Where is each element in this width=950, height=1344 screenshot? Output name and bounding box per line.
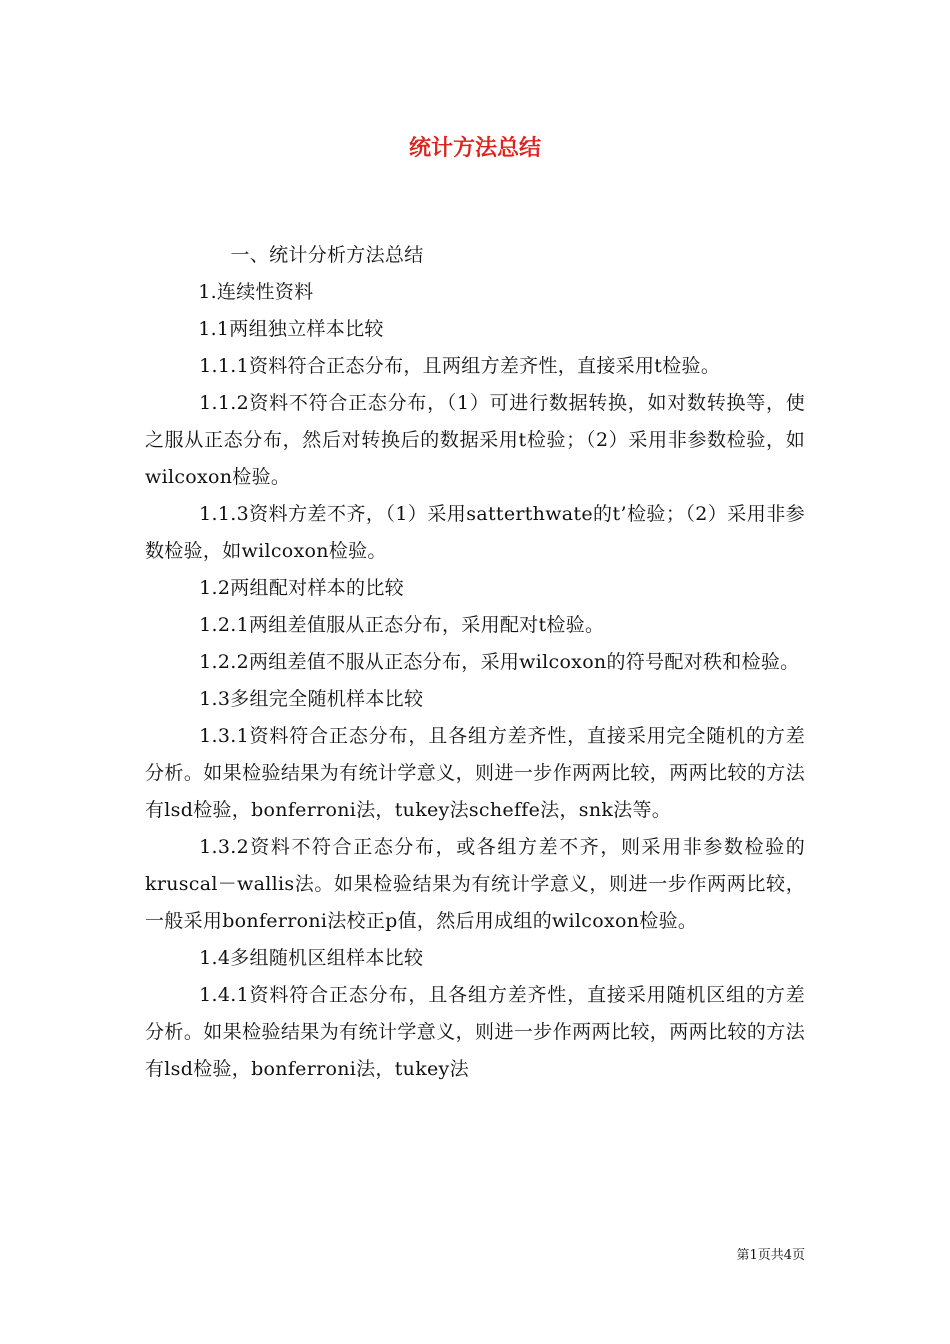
subsection-heading: 1.4多组随机区组样本比较 [199, 947, 424, 969]
subsection-heading: 1.1两组独立样本比较 [198, 318, 384, 340]
paragraph: 1.4.1资料符合正态分布，且各组方差齐性，直接采用随机区组的方差分析。如果检验结果为有统计学意义，则进一步作两两比较，两两比较的方法有lsd检验，bonferroni法，tukey法 [145, 984, 805, 1080]
paragraph: 1.3.1资料符合正态分布，且各组方差齐性，直接采用完全随机的方差分析。如果检验结果为有统计学意义，则进一步作两两比较，两两比较的方法有lsd检验，bonferroni法，tukey法scheffe法，snk法等。 [145, 725, 805, 821]
paragraph: 1.3.2资料不符合正态分布，或各组方差不齐，则采用非参数检验的kruscal－wallis法。如果检验结果为有统计学意义，则进一步作两两比较，一般采用bonferroni法校正p值，然后用成组的wilcoxon检验。 [145, 836, 805, 932]
paragraph: 1.2.2两组差值不服从正态分布，采用wilcoxon的符号配对秩和检验。 [199, 651, 800, 673]
subsection-heading: 1.连续性资料 [198, 281, 314, 303]
subsection-heading: 1.2两组配对样本的比较 [199, 577, 404, 599]
paragraph: 1.1.3资料方差不齐，（1）采用satterthwate的t’检验；（2）采用非参数检验，如wilcoxon检验。 [145, 503, 805, 562]
paragraph: 1.1.2资料不符合正态分布，（1）可进行数据转换，如对数转换等，使之服从正态分布，然后对转换后的数据采用t检验；（2）采用非参数检验，如wilcoxon检验。 [145, 392, 805, 488]
page-title: 统计方法总结 [408, 136, 541, 161]
subsection-heading: 1.3多组完全随机样本比较 [199, 688, 424, 710]
paragraph: 1.2.1两组差值服从正态分布，采用配对t检验。 [199, 614, 605, 636]
section-heading: 一、统计分析方法总结 [230, 244, 424, 266]
paragraph: 1.1.1资料符合正态分布，且两组方差齐性，直接采用t检验。 [199, 355, 721, 377]
document-body [145, 237, 805, 1088]
page-number: 第1页共4页 [736, 1248, 805, 1263]
